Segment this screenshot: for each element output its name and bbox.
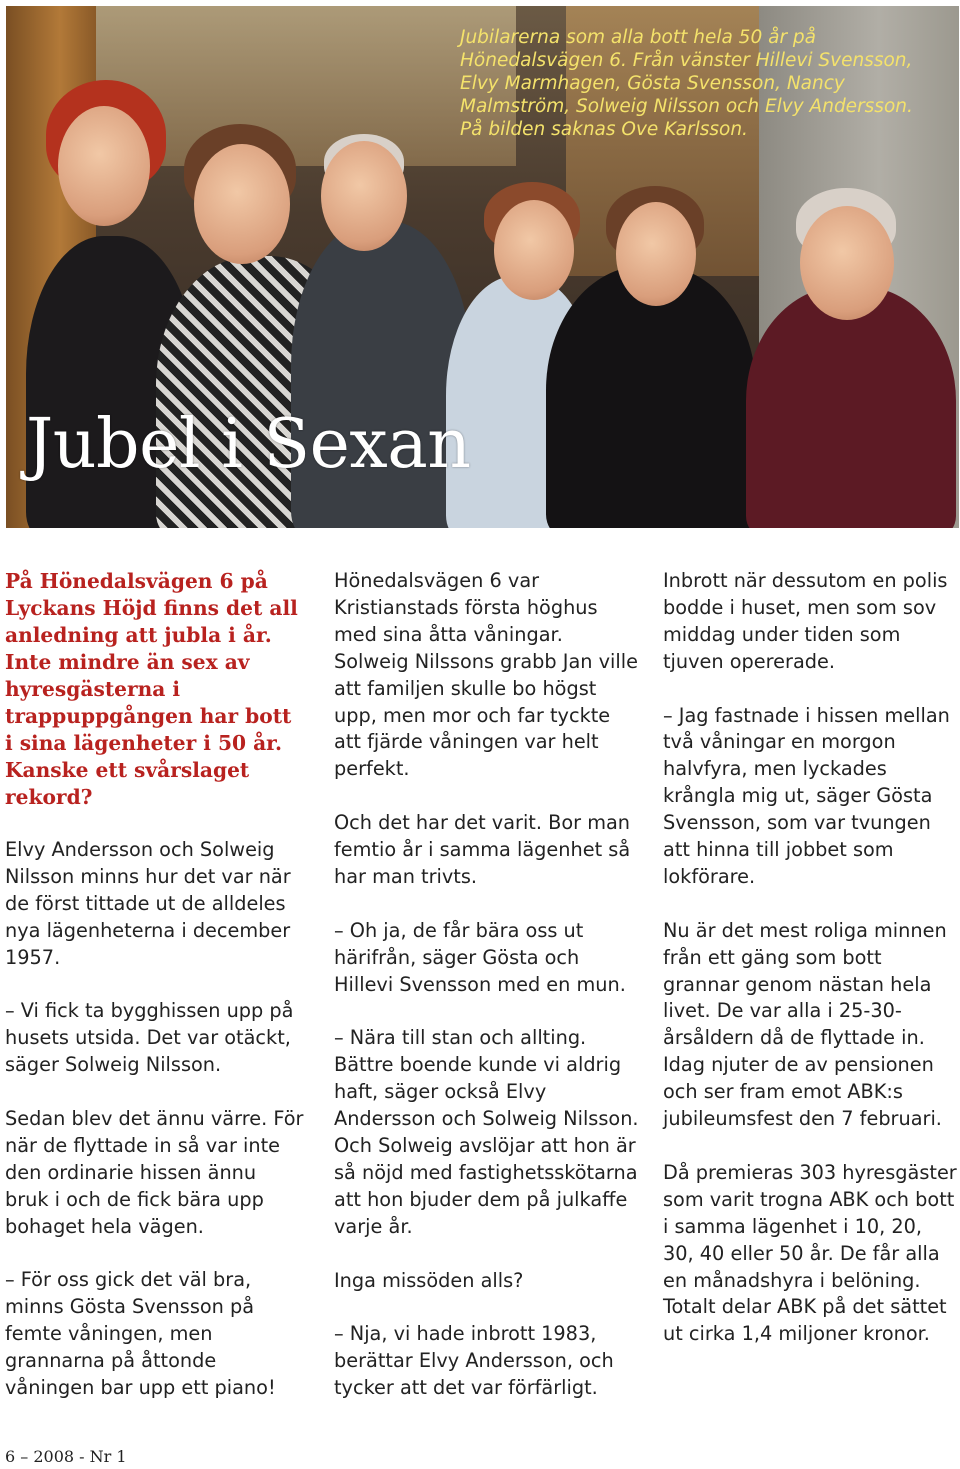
paragraph: Hönedalsvägen 6 var Kristianstads första höghus med sina åtta våningar. Solweig Nilssons grabb Jan ville att familjen skulle bo högst upp, men mor och far tyckte att fjärde våningen var helt perfekt. — [334, 569, 638, 781]
paragraph: – Vi fick ta bygghissen upp på husets utsida. Det var otäckt, säger Solweig Nilsson. — [5, 999, 294, 1077]
paragraph: Och det har det varit. Bor man femtio år i samma lägenhet så har man trivts. — [334, 811, 631, 888]
paragraph: – Jag fastnade i hissen mellan två våningar en morgon halvfyra, men lyckades krångla mig ut, säger Gösta Svensson, som var tvungen att hinna till jobbet som lokförare. — [663, 703, 950, 888]
paragraph: Inbrott när dessutom en polis bodde i huset, men som sov middag under tiden som tjuven opererade. — [663, 569, 948, 673]
headline: Jubel i Sexan — [26, 405, 471, 484]
column-3 — [663, 568, 958, 1348]
paragraph: Då premieras 303 hyresgäster som varit trogna ABK och bott i samma lägenhet i 10, 20, 30, 40 eller 50 år. De får alla en månadshyra i belöning. Totalt delar ABK på det sättet ut cirka 1,4 miljoner kronor. — [663, 1160, 957, 1346]
column-1 — [5, 568, 305, 1402]
paragraph: Sedan blev det ännu värre. För när de flyttade in så var inte den ordinarie hissen ännu bruk i och de fick bära upp bohaget hela vägen. — [5, 1107, 304, 1238]
photo-caption: Jubilarerna som alla bott hela 50 år på Hönedalsvägen 6. Från vänster Hillevi Svensson, Elvy Marmhagen, Gösta Svensson, Nancy Malmström, Solweig Nilsson och Elvy Andersson. På bilden saknas Ove Karlsson. — [460, 27, 913, 140]
paragraph: Nu är det mest roliga minnen från ett gäng som bott grannar genom nästan hela livet. De var alla i 25-30-årsåldern då de flyttade in. Idag njuter de av pensionen och ser fram emot ABK:s jubileumsfest den 7 februari. — [663, 918, 947, 1131]
paragraph: – För oss gick det väl bra, minns Gösta Svensson på femte våningen, men grannarna på åttonde våningen bar upp ett piano! — [5, 1268, 276, 1400]
paragraph: Elvy Andersson och Solweig Nilsson minns hur det var när de först tittade ut de alldeles nya lägenheterna i december 1957. — [5, 838, 291, 969]
paragraph: – Nära till stan och allting. Bättre boende kunde vi aldrig haft, säger också Elvy Andersson och Solweig Nilsson. Och Solweig avslöjar att hon är så nöjd med fastighetsskötarna att hon bjuder dem på julkaffe varje år. — [334, 1026, 639, 1238]
paragraph: – Nja, vi hade inbrott 1983, berättar Elvy Andersson, och tycker att det var förfärligt. — [334, 1322, 614, 1400]
ingress: På Hönedalsvägen 6 på Lyckans Höjd finns det all anledning att jubla i år. Inte mindre än sex av hyresgästerna i trappuppgången har bott i sina lägenheter i 50 år. Kanske ett svårslaget rekord? — [5, 569, 298, 809]
column-2 — [334, 568, 639, 1402]
column-1-body — [5, 837, 305, 1402]
page-folio: 6 – 2008 - Nr 1 — [5, 1447, 127, 1466]
paragraph: Inga missöden alls? — [334, 1268, 524, 1292]
group-photo — [6, 6, 959, 528]
paragraph: – Oh ja, de får bära oss ut härifrån, säger Gösta och Hillevi Svensson med en mun. — [334, 918, 626, 996]
